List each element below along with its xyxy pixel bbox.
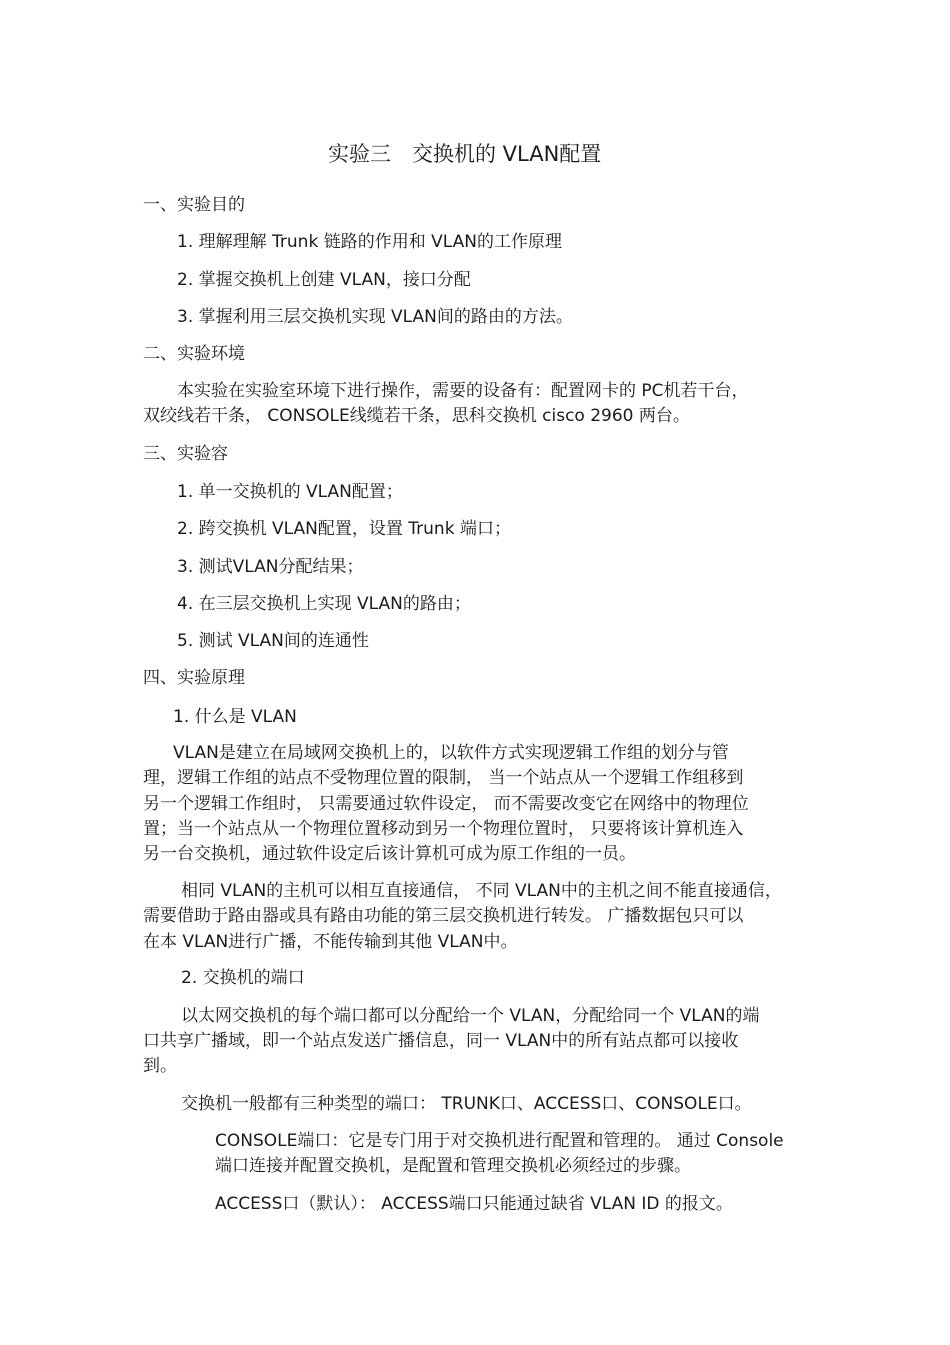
console-port-desc: 端口连接并配置交换机，是配置和管理交换机必须经过的步骤。 <box>215 1156 691 1176</box>
paragraph-line: 在本 VLAN进行广播，不能传输到其他 VLAN中。 <box>143 932 518 952</box>
content-item: 4. 在三层交换机上实现 VLAN的路由； <box>177 594 471 614</box>
paragraph-line: 口共享广播域，即一个站点发送广播信息，同一 VLAN中的所有站点都可以接收 <box>143 1031 739 1051</box>
content-item: 2. 跨交换机 VLAN配置，设置 Trunk 端口； <box>177 519 511 539</box>
section-heading-environment: 二、实验环境 <box>143 344 245 364</box>
paragraph-line: 置；当一个站点从一个物理位置移动到另一个物理位置时， 只要将该计算机连入 <box>143 819 744 839</box>
section-heading-objectives: 一、实验目的 <box>143 195 245 215</box>
subheading-what-is-vlan: 1. 什么是 VLAN <box>173 707 297 727</box>
environment-text: 本实验在实验室环境下进行操作，需要的设备有：配置网卡的 PC机若干台， <box>177 381 749 401</box>
paragraph-line: 交换机一般都有三种类型的端口： TRUNK口、ACCESS口、CONSOLE口。 <box>181 1094 752 1114</box>
paragraph-line: 需要借助于路由器或具有路由功能的第三层交换机进行转发。 广播数据包只可以 <box>143 906 744 926</box>
content-item: 1. 单一交换机的 VLAN配置； <box>177 482 403 502</box>
paragraph-line: 以太网交换机的每个端口都可以分配给一个 VLAN，分配给同一个 VLAN的端 <box>181 1006 760 1026</box>
content-item: 5. 测试 VLAN间的连通性 <box>177 631 369 651</box>
paragraph-line: VLAN是建立在局域网交换机上的，以软件方式实现逻辑工作组的划分与管 <box>173 743 729 763</box>
paragraph-line: 相同 VLAN的主机可以相互直接通信， 不同 VLAN中的主机之间不能直接通信， <box>181 881 782 901</box>
content-item: 3. 测试VLAN分配结果； <box>177 557 364 577</box>
access-port-desc: ACCESS口（默认）： ACCESS端口只能通过缺省 VLAN ID 的报文。 <box>215 1194 733 1214</box>
objective-item: 3. 掌握利用三层交换机实现 VLAN间的路由的方法。 <box>177 307 573 327</box>
paragraph-line: 到。 <box>143 1056 177 1076</box>
objective-item: 1. 理解理解 Trunk 链路的作用和 VLAN的工作原理 <box>177 232 562 252</box>
subheading-switch-ports: 2. 交换机的端口 <box>181 968 305 988</box>
console-port-desc: CONSOLE端口：它是专门用于对交换机进行配置和管理的。 通过 Console <box>215 1131 784 1151</box>
paragraph-line: 理，逻辑工作组的站点不受物理位置的限制， 当一个站点从一个逻辑工作组移到 <box>143 768 744 788</box>
paragraph-line: 另一个逻辑工作组时， 只需要通过软件设定， 而不需要改变它在网络中的物理位 <box>143 794 749 814</box>
environment-text: 双绞线若干条， CONSOLE线缆若干条，思科交换机 cisco 2960 两台。 <box>143 406 690 426</box>
page-title: 实验三 交换机的 VLAN配置 <box>328 142 602 166</box>
objective-item: 2. 掌握交换机上创建 VLAN，接口分配 <box>177 270 471 290</box>
section-heading-content: 三、实验容 <box>143 444 228 464</box>
section-heading-principles: 四、实验原理 <box>143 668 245 688</box>
paragraph-line: 另一台交换机，通过软件设定后该计算机可成为原工作组的一员。 <box>143 844 636 864</box>
